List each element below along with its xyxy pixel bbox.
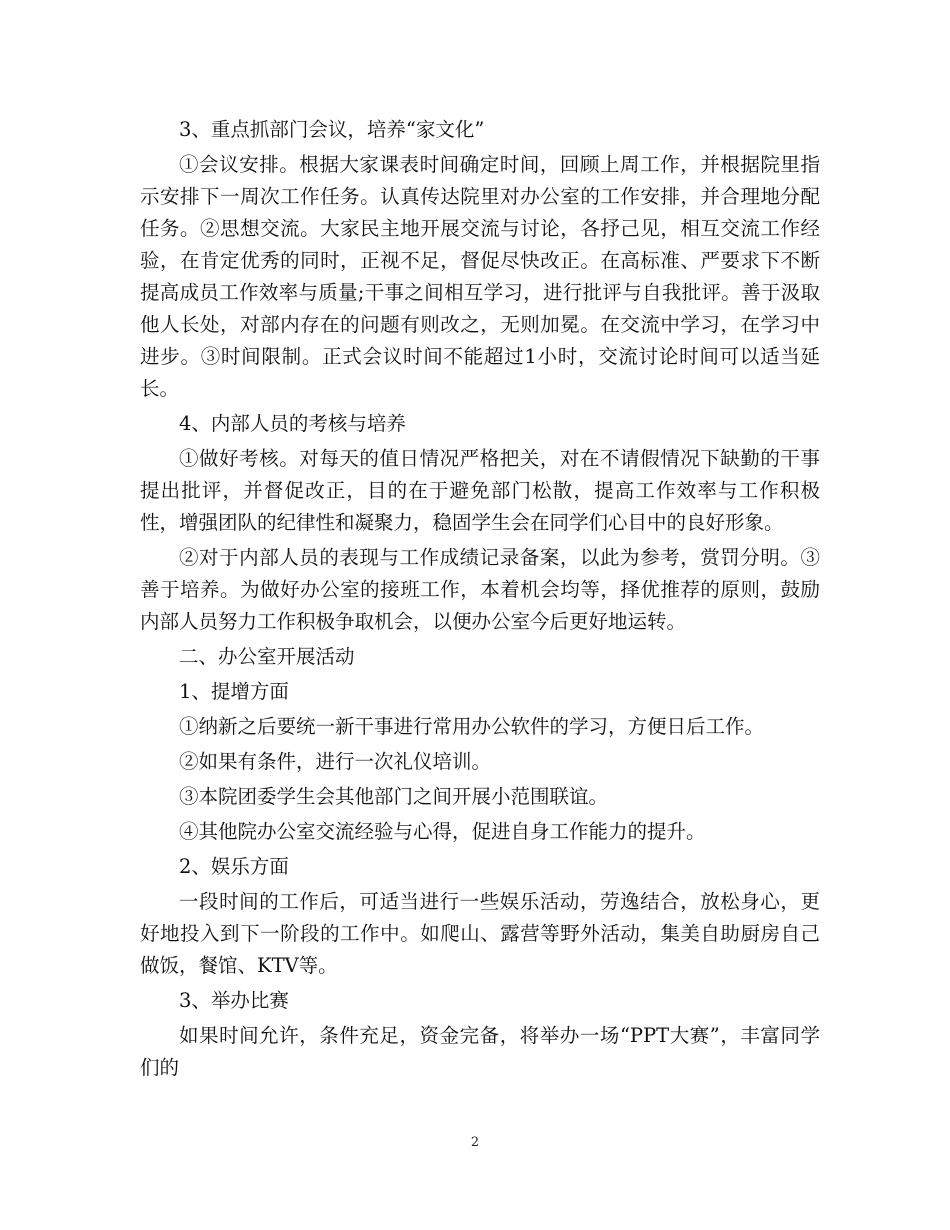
page-number: 2 bbox=[470, 1135, 480, 1150]
document-body bbox=[140, 114, 820, 1087]
body-paragraph: 一段时间的工作后，可适当进行一些娱乐活动，劳逸结合，放松身心，更好地投入到下一阶段的工作中。如爬山、露营等野外活动，集美自助厨房自己做饭，餐馆、KTV等。 bbox=[140, 890, 820, 977]
section-heading: 3、重点抓部门会议，培养“家文化” bbox=[179, 118, 485, 141]
body-paragraph: ②对于内部人员的表现与工作成绩记录备案，以此为参考，赏罚分明。③善于培养。为做好办公室的接班工作，本着机会均等，择优推荐的原则，鼓励内部人员努力工作积极争取机会，以便办公室今后更好地运转。 bbox=[140, 546, 820, 633]
section-heading: 二、办公室开展活动 bbox=[179, 645, 355, 668]
body-paragraph: ①会议安排。根据大家课表时间确定时间，回顾上周工作，并根据院里指示安排下一周次工作任务。认真传达院里对办公室的工作安排，并合理地分配任务。②思想交流。大家民主地开展交流与讨论，各抒己见，相互交流工作经验，在肯定优秀的同时，正视不足，督促尽快改正。在高标准、严要求下不断提高成员工作效率与质量;干事之间相互学习，进行批评与自我批评。善于汲取他人长处，对部内存在的问题有则改之，无则加冕。在交流中学习，在学习中进步。③时间限制。正式会议时间不能超过1小时，交流讨论时间可以适当延长。 bbox=[140, 153, 820, 400]
list-item: ③本院团委学生会其他部门之间开展小范围联谊。 bbox=[179, 785, 609, 808]
list-item: ②如果有条件，进行一次礼仪培训。 bbox=[179, 750, 492, 773]
section-heading: 4、内部人员的考核与培养 bbox=[179, 412, 406, 435]
body-paragraph: 如果时间允许，条件充足，资金完备，将举办一场“PPT大赛”，丰富同学们的 bbox=[140, 1024, 820, 1079]
section-heading: 3、举办比赛 bbox=[179, 989, 289, 1012]
list-item: ④其他院办公室交流经验与心得，促进自身工作能力的提升。 bbox=[179, 820, 706, 843]
section-heading: 1、提增方面 bbox=[179, 680, 289, 703]
list-item: ①纳新之后要统一新干事进行常用办公软件的学习，方便日后工作。 bbox=[179, 715, 765, 738]
section-heading: 2、娱乐方面 bbox=[179, 855, 289, 878]
body-paragraph: ①做好考核。对每天的值日情况严格把关，对在不请假情况下缺勤的干事提出批评，并督促改正，目的在于避免部门松散，提高工作效率与工作积极性，增强团队的纪律性和凝聚力，稳固学生会在同学们心目中的良好形象。 bbox=[140, 447, 820, 534]
